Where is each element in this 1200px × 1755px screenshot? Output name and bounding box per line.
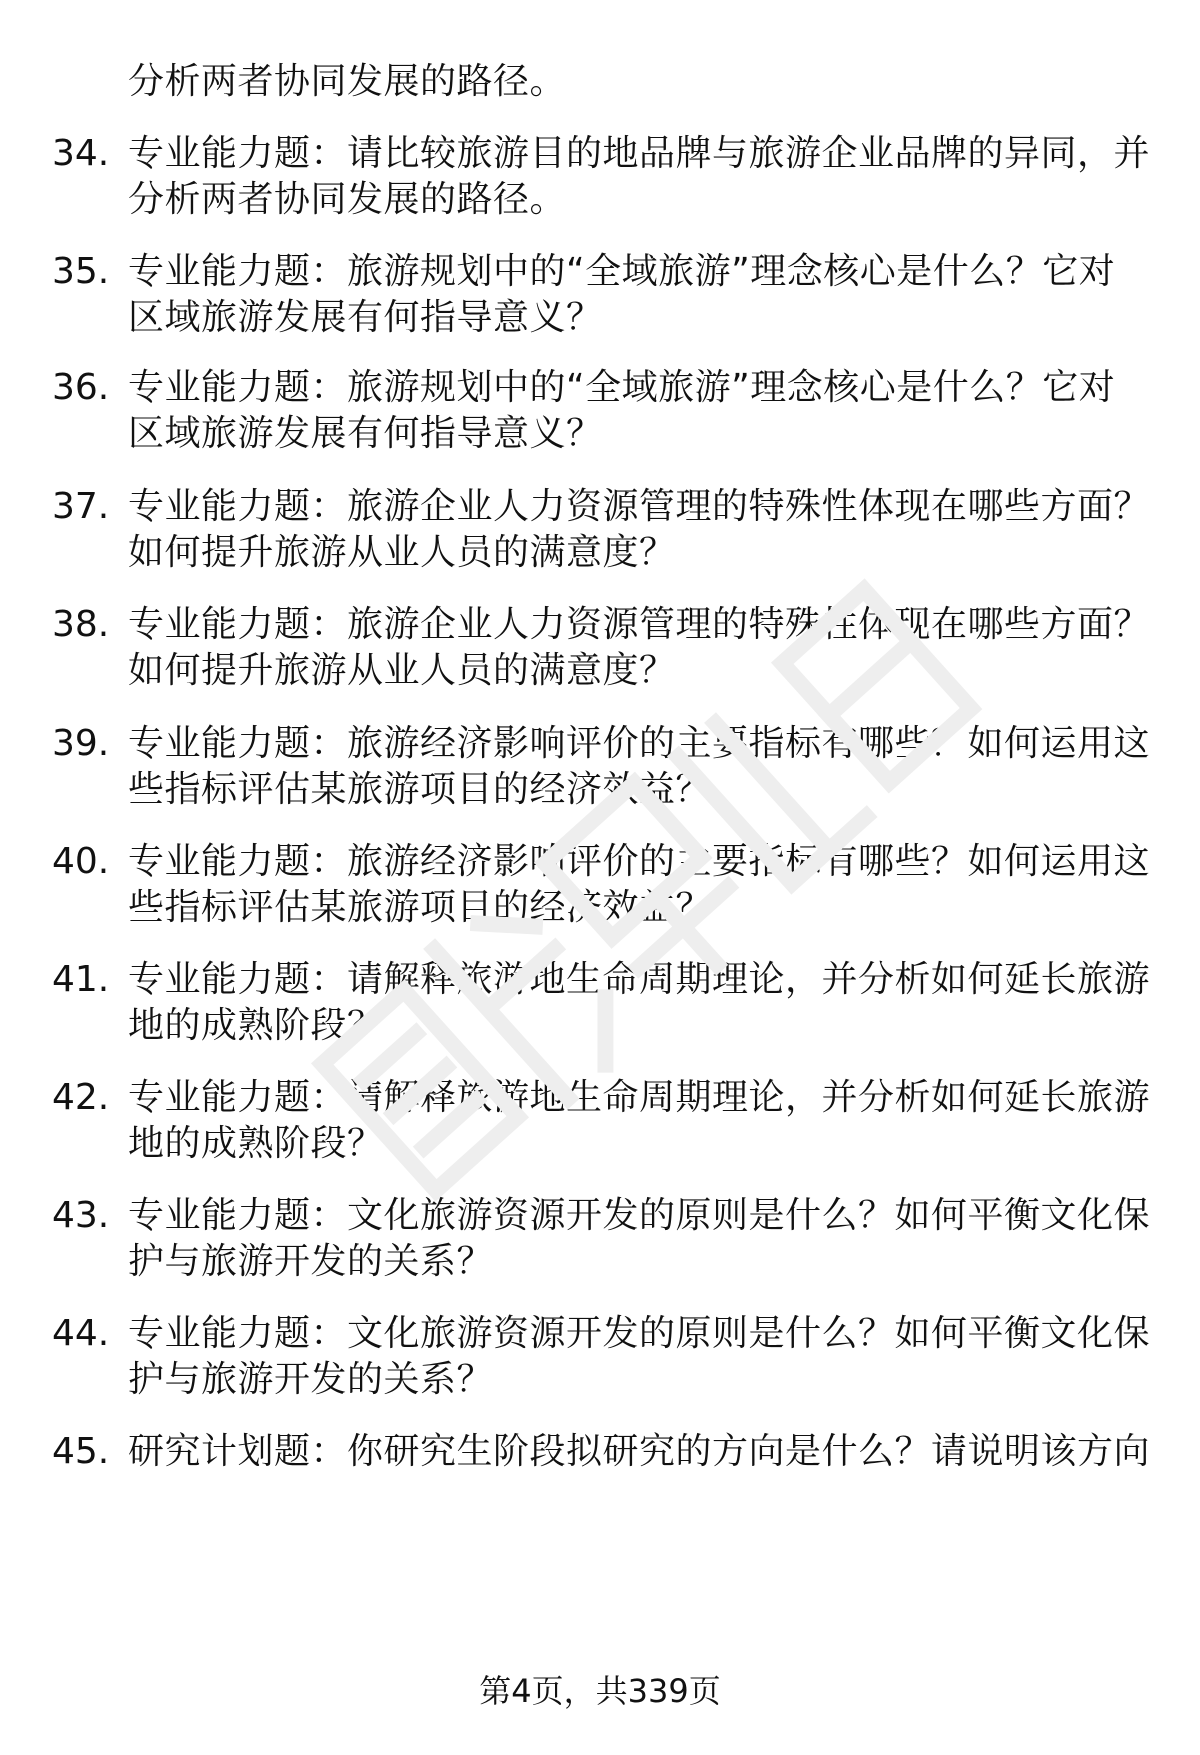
page-footer: 第4页，共339页 [479,1672,721,1710]
question-number: 43. [52,1195,110,1236]
question-number: 35. [52,251,110,292]
question-text-line2: 些指标评估某旅游项目的经济效益？ [128,887,713,928]
question-text-line2: 些指标评估某旅游项目的经济效益？ [128,769,713,810]
question-number: 44. [52,1313,110,1354]
question-text-line2: 分析两者协同发展的路径。 [128,179,567,220]
question-number: 38. [52,604,110,645]
question-text-line1: 专业能力题：请解释旅游地生命周期理论，并分析如何延长旅游 [128,1077,1151,1118]
question-number: 41. [52,959,110,1000]
question-item-34 [0,132,1200,242]
question-item-43 [0,1194,1200,1304]
question-item-44 [0,1312,1200,1422]
question-text-line1: 专业能力题：旅游规划中的“全域旅游”理念核心是什么？它对 [128,251,1116,292]
question-number: 34. [52,133,110,174]
question-item-38 [0,603,1200,713]
question-number: 39. [52,723,110,764]
continuation-line: 分析两者协同发展的路径。 [128,61,567,102]
question-text-line1: 专业能力题：请解释旅游地生命周期理论，并分析如何延长旅游 [128,959,1151,1000]
question-item-36 [0,366,1200,476]
question-text-line1: 专业能力题：旅游经济影响评价的主要指标有哪些？如何运用这 [128,723,1151,764]
question-text-line2: 地的成熟阶段？ [128,1123,384,1164]
question-text-line2: 区域旅游发展有何指导意义？ [128,297,603,338]
question-text-line1: 专业能力题：旅游规划中的“全域旅游”理念核心是什么？它对 [128,367,1116,408]
question-text-line2: 地的成熟阶段？ [128,1005,384,1046]
question-text-line2: 护与旅游开发的关系？ [128,1359,494,1400]
question-item-37 [0,485,1200,595]
question-text-line1: 研究计划题：你研究生阶段拟研究的方向是什么？请说明该方向 [128,1431,1151,1472]
question-text-line2: 如何提升旅游从业人员的满意度？ [128,532,676,573]
question-text-line1: 专业能力题：旅游企业人力资源管理的特殊性体现在哪些方面？ [128,486,1151,527]
question-text-line1: 专业能力题：旅游企业人力资源管理的特殊性体现在哪些方面？ [128,604,1151,645]
question-text-line1: 专业能力题：旅游经济影响评价的主要指标有哪些？如何运用这 [128,841,1151,882]
question-text-line1: 专业能力题：文化旅游资源开发的原则是什么？如何平衡文化保 [128,1313,1151,1354]
question-item-42 [0,1076,1200,1186]
question-number: 36. [52,367,110,408]
question-item-39 [0,722,1200,832]
question-number: 40. [52,841,110,882]
question-number: 42. [52,1077,110,1118]
question-text-line1: 专业能力题：请比较旅游目的地品牌与旅游企业品牌的异同，并 [128,133,1151,174]
question-text-line2: 如何提升旅游从业人员的满意度？ [128,650,676,691]
question-item-35 [0,250,1200,360]
question-text-line2: 护与旅游开发的关系？ [128,1241,494,1282]
question-number: 37. [52,486,110,527]
question-text-line1: 专业能力题：文化旅游资源开发的原则是什么？如何平衡文化保 [128,1195,1151,1236]
question-text-line2: 区域旅游发展有何指导意义？ [128,413,603,454]
question-item-40 [0,840,1200,950]
question-number: 45. [52,1431,110,1472]
question-item-41 [0,958,1200,1068]
question-item-45 [0,1430,1200,1540]
